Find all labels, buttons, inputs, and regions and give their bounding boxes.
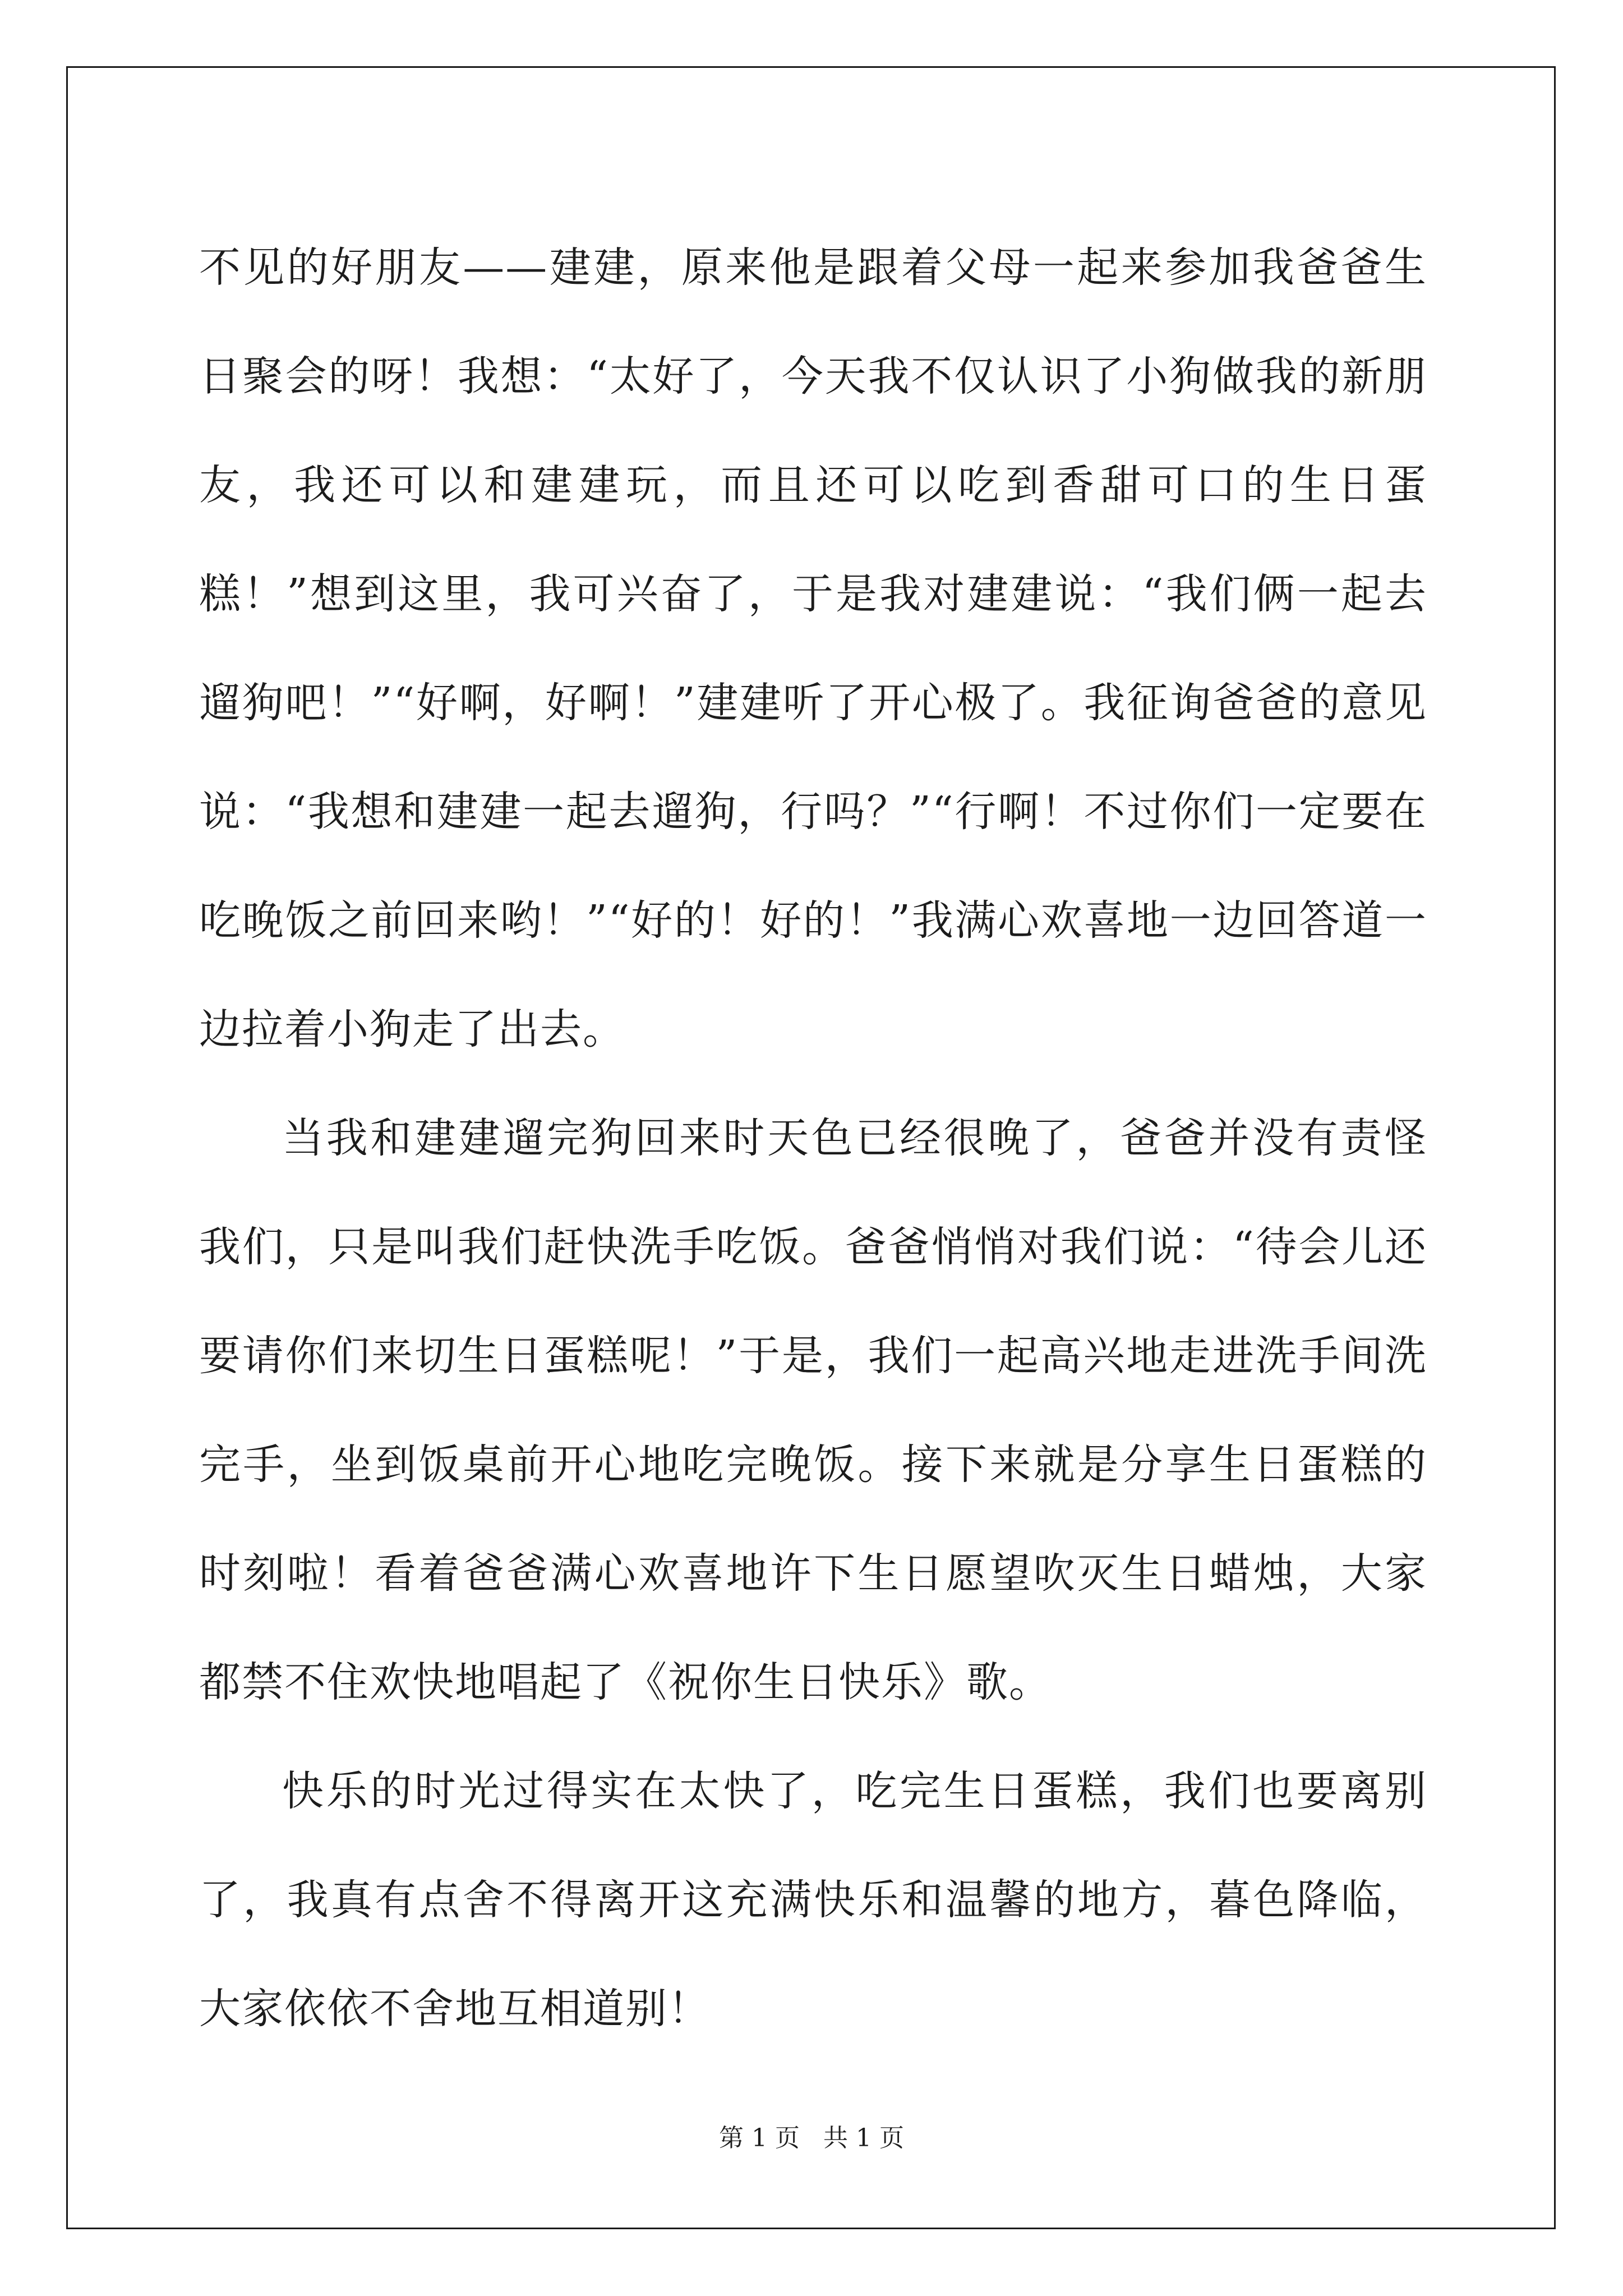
paragraph-1: 不见的好朋友——建建，原来他是跟着父母一起来参加我爸爸生日聚会的呀！我想：“太好了，今天我不仅认识了小狗做我的新朋友，我还可以和建建玩，而且还可以吃到香甜可口的生日蛋糕！”想到这里，我可兴奋了，于是我对建建说：“我们俩一起去遛狗吧！”“好啊，好啊！”建建听了开心极了。我征询爸爸的意见说：“我想和建建一起去遛狗，行吗？”“行啊！不过你们一定要在吃晚饭之前回来哟！”“好的！好的！”我满心欢喜地一边回答道一边拉着小狗走了出去。 (199, 243, 1427, 1053)
paragraph-3: 快乐的时光过得实在太快了，吃完生日蛋糕，我们也要离别了，我真有点舍不得离开这充满快乐和温馨的地方，暮色降临，大家依依不舍地互相道别！ (199, 1767, 1427, 2033)
page-footer: 第 1 页 共 1 页 (719, 2124, 904, 2152)
paragraph-2: 当我和建建遛完狗回来时天色已经很晚了，爸爸并没有责怪我们，只是叫我们赶快洗手吃饭。爸爸悄悄对我们说：“待会儿还要请你们来切生日蛋糕呢！”于是，我们一起高兴地走进洗手间洗完手，坐到饭桌前开心地吃完晚饭。接下来就是分享生日蛋糕的时刻啦！看着爸爸满心欢喜地许下生日愿望吹灭生日蜡烛，大家都禁不住欢快地唱起了《祝你生日快乐》歌。 (199, 1114, 1427, 1706)
document-body (199, 213, 1427, 2063)
